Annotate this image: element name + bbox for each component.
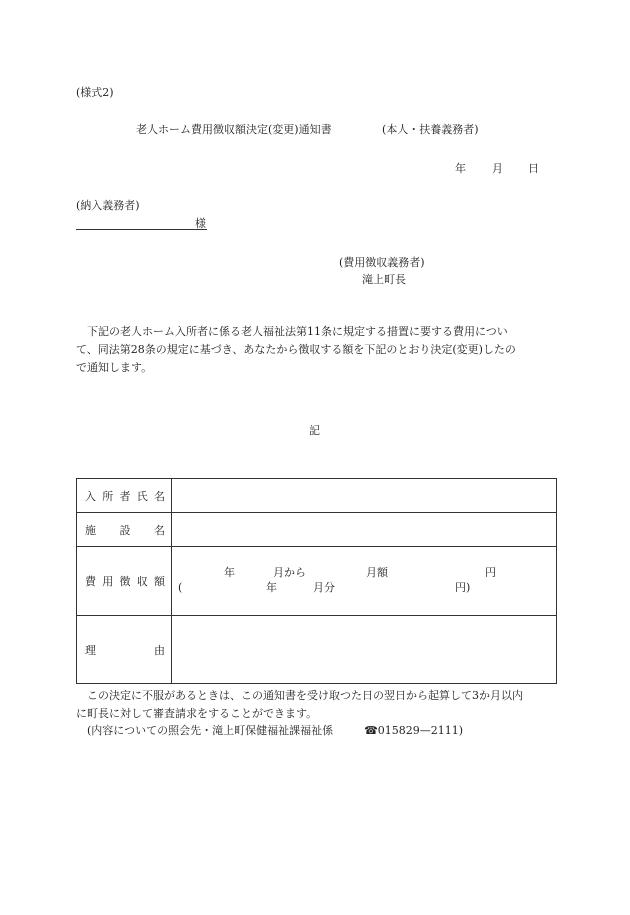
note-line: に町長に対して審査請求をすることができます。 (76, 707, 318, 720)
body-line: 下記の老人ホーム入所者に係る老人福祉法第11条に規定する措置に要する費用につい (87, 325, 508, 338)
contact-text: (内容についての照会先・滝上町保健福祉課福祉係 (87, 724, 334, 737)
table-row (77, 616, 557, 684)
fee-portion-yen: 円) (455, 581, 471, 594)
date-month: 月 (492, 162, 503, 175)
recipient-label: (納入義務者) (76, 199, 140, 212)
body-line: て、同法第28条の規定に基づき、あなたから徴収する額を下記のとおり決定(変更)したの (76, 343, 516, 356)
resident-name-value (172, 479, 557, 513)
fee-open-paren: ( (178, 581, 183, 594)
fee-monthly: 月額 (366, 566, 388, 579)
form-number: (様式2) (76, 86, 114, 99)
fee-year: 年 (224, 566, 235, 579)
facility-label: 施 設 名 (77, 513, 172, 547)
document-title: 老人ホーム費用徴収額決定(変更)通知書 (136, 123, 332, 136)
body-paragraph (76, 323, 558, 377)
contact-line (87, 724, 463, 738)
info-table (76, 478, 557, 684)
note-line: この決定に不服があるときは、この通知書を受け取つた日の翌日から起算して3か月以内 (87, 689, 523, 702)
facility-value (172, 513, 557, 547)
telephone-icon: ☎ (364, 724, 378, 737)
fee-from: 月から (273, 566, 306, 579)
table-row (77, 547, 557, 616)
table-row (77, 513, 557, 547)
date-year: 年 (455, 162, 466, 175)
issuer-label: (費用徴収義務者) (339, 256, 425, 269)
notes-paragraph (76, 687, 558, 723)
date-day: 日 (528, 162, 539, 175)
fee-portion-month: 月分 (313, 581, 335, 594)
recipient-name-line (76, 229, 207, 230)
issuer-name: 滝上町長 (362, 273, 406, 286)
table-row (77, 479, 557, 513)
fee-yen: 円 (485, 566, 496, 579)
ki-heading: 記 (309, 424, 320, 437)
fee-value (172, 547, 557, 616)
resident-name-label: 入 所 者 氏 名 (77, 479, 172, 513)
reason-label: 理 由 (77, 616, 172, 684)
fee-portion-year: 年 (266, 581, 277, 594)
body-line: で通知します。 (76, 361, 153, 374)
title-note: (本人・扶養義務者) (382, 123, 479, 136)
contact-phone: 015829—2111) (377, 724, 464, 737)
recipient-honorific: 様 (195, 217, 206, 230)
reason-value (172, 616, 557, 684)
fee-label: 費 用 徴 収 額 (77, 547, 172, 616)
